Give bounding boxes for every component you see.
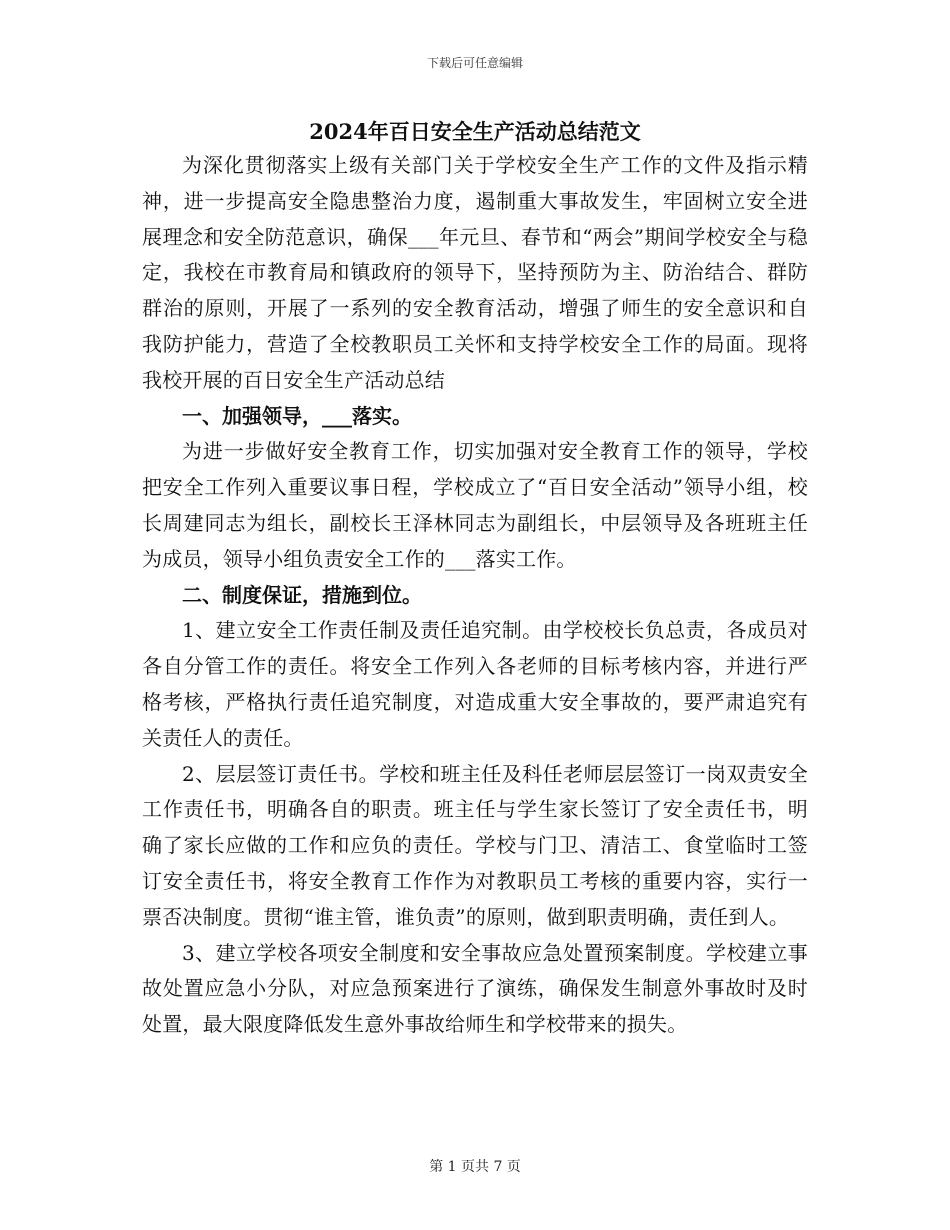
- section-2-heading: 二、制度保证，措施到位。: [182, 582, 422, 607]
- section-2-item-3: 3、建立学校各项安全制度和安全事故应急处置预案制度。学校建立事故处置应急小分队，对应急预案进行了演练，确保发生制意外事故时及时处置，最大限度降低发生意外事故给师生和学校带来的损失。: [142, 940, 808, 1037]
- page-indicator: 第 1 页共 7 页: [429, 1159, 521, 1175]
- section-2-item-2: 2、层层签订责任书。学校和班主任及科任老师层层签订一岗双责安全工作责任书，明确各自的职责。班主任与学生家长签订了安全责任书，明确了家长应做的工作和应负的责任。学校与门卫、清洁工、食堂临时工签订安全责任书，将安全教育工作作为对教职员工考核的重要内容，实行一票否决制度。贯彻“谁主管，谁负责”的原则，做到职责明确，责任到人。: [142, 761, 808, 929]
- section-1-heading: 一、加强领导，___落实。: [182, 403, 412, 428]
- header-note: 下载后可任意编辑: [426, 56, 523, 70]
- section-1-paragraph: 为进一步做好安全教育工作，切实加强对安全教育工作的领导，学校把安全工作列入重要议事日程，学校成立了“百日安全活动”领导小组，校长周建同志为组长，副校长王泽林同志为副组长，中层领导及各班班主任为成员，领导小组负责安全工作的___落实工作。: [142, 439, 808, 571]
- intro-paragraph: 为深化贯彻落实上级有关部门关于学校安全生产工作的文件及指示精神，进一步提高安全隐患整治力度，遏制重大事故发生，牢固树立安全进展理念和安全防范意识，确保___年元旦、春节和“两会”期间学校安全与稳定，我校在市教育局和镇政府的领导下，坚持预防为主、防治结合、群防群治的原则，开展了一系列的安全教育活动，增强了师生的安全意识和自我防护能力，营造了全校教职员工关怀和支持学校安全工作的局面。现将我校开展的百日安全生产活动总结: [142, 153, 808, 392]
- section-2-item-1: 1、建立安全工作责任制及责任追究制。由学校校长负总责，各成员对各自分管工作的责任。将安全工作列入各老师的目标考核内容，并进行严格考核，严格执行责任追究制度，对造成重大安全事故的，要严肃追究有关责任人的责任。: [142, 618, 808, 750]
- document-body: [142, 148, 808, 1043]
- document-title: 2024年百日安全生产活动总结范文: [309, 119, 641, 144]
